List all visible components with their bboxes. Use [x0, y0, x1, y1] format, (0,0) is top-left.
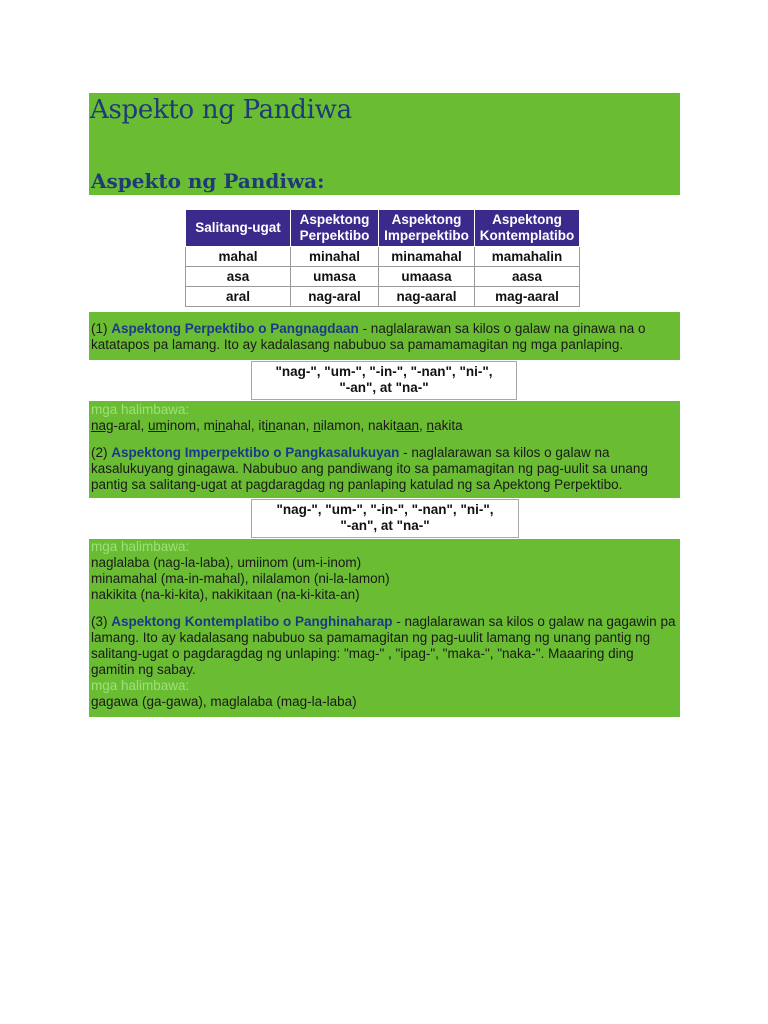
- table-cell: mahal: [186, 247, 291, 267]
- table-header-row: [186, 210, 580, 247]
- table-cell: aasa: [475, 267, 580, 287]
- examples-text: nakikita (na-ki-kita), nakikitaan (na-ki-kita-an): [91, 587, 360, 602]
- table-row: [186, 267, 580, 287]
- table-row: [186, 247, 580, 267]
- table-cell: umasa: [291, 267, 379, 287]
- examples-label: mga halimbawa:: [91, 539, 190, 554]
- table-header-cell: Aspektong Kontemplatibo: [475, 210, 580, 247]
- section-description: (2) Aspektong Imperpektibo o Pangkasalukuyan - naglalarawan sa kilos o galaw na kasalukuyang ginagawa. Nabubuo ang pandiwang ito sa pamamagitan ng pag-uulit sa unang pantig sa salitang-ugat at pagdaragdag ng panlaping katulad ng sa Apektong Perpektibo.: [91, 445, 648, 492]
- document-page: [89, 93, 680, 709]
- table-header-cell: Salitang-ugat: [186, 210, 291, 247]
- table-cell: aral: [186, 287, 291, 307]
- table-cell: asa: [186, 267, 291, 287]
- header-block: [89, 93, 680, 195]
- table-cell: nag-aral: [291, 287, 379, 307]
- table-cell: minamahal: [379, 247, 475, 267]
- term-label: Aspektong Imperpektibo o Pangkasalukuyan: [111, 445, 400, 460]
- section-perpektibo: [89, 312, 680, 360]
- affix-box: "nag-", "um-", "-in-", "-nan", "ni-", "-an", at "na-": [251, 499, 519, 538]
- table-cell: mamahalin: [475, 247, 580, 267]
- aspect-table: [185, 209, 580, 307]
- examples-label: mga halimbawa:: [91, 678, 190, 693]
- affix-box: "nag-", "um-", "-in-", "-nan", "ni-", "-an", at "na-": [251, 361, 517, 400]
- examples-text: naglalaba (nag-la-laba), umiinom (um-i-inom): [91, 555, 362, 570]
- table-cell: mag-aaral: [475, 287, 580, 307]
- page-title: Aspekto ng Pandiwa: [90, 95, 352, 125]
- table-cell: nag-aaral: [379, 287, 475, 307]
- section-description: (1) Aspektong Perpektibo o Pangnagdaan - naglalarawan sa kilos o galaw na ginawa na o katatapos pa lamang. Ito ay kadalasang nabubuo sa pamamamagitan ng mga panlaping.: [91, 321, 646, 352]
- table-header-cell: Aspektong Perpektibo: [291, 210, 379, 247]
- table-cell: umaasa: [379, 267, 475, 287]
- section-examples-1: [89, 401, 680, 498]
- table-row: [186, 287, 580, 307]
- term-label: Aspektong Perpektibo o Pangnagdaan: [111, 321, 359, 336]
- term-label: Aspektong Kontemplatibo o Panghinaharap: [111, 614, 393, 629]
- section-description: (3) Aspektong Kontemplatibo o Panghinaharap - naglalarawan sa kilos o galaw na gagawin pa lamang. Ito ay kadalasang nabubuo sa pamamagitan ng pag-uulit lamang ng unang pantig ng salitang-ugat o pagdaragdag ng unlaping: "mag-" , "ipag-", "maka-", "naka-". Maaaring ding gamitin ng sabay.: [91, 614, 676, 677]
- examples-label: mga halimbawa:: [91, 402, 190, 417]
- examples-text: nag-aral, uminom, minahal, itinanan, nilamon, nakitaan, nakita: [91, 418, 463, 433]
- table-cell: minahal: [291, 247, 379, 267]
- examples-text: gagawa (ga-gawa), maglalaba (mag-la-laba): [91, 694, 357, 709]
- section-examples-2: [89, 539, 680, 717]
- section-heading: Aspekto ng Pandiwa:: [91, 169, 325, 193]
- table-header-cell: Aspektong Imperpektibo: [379, 210, 475, 247]
- examples-text: minamahal (ma-in-mahal), nilalamon (ni-la-lamon): [91, 571, 390, 586]
